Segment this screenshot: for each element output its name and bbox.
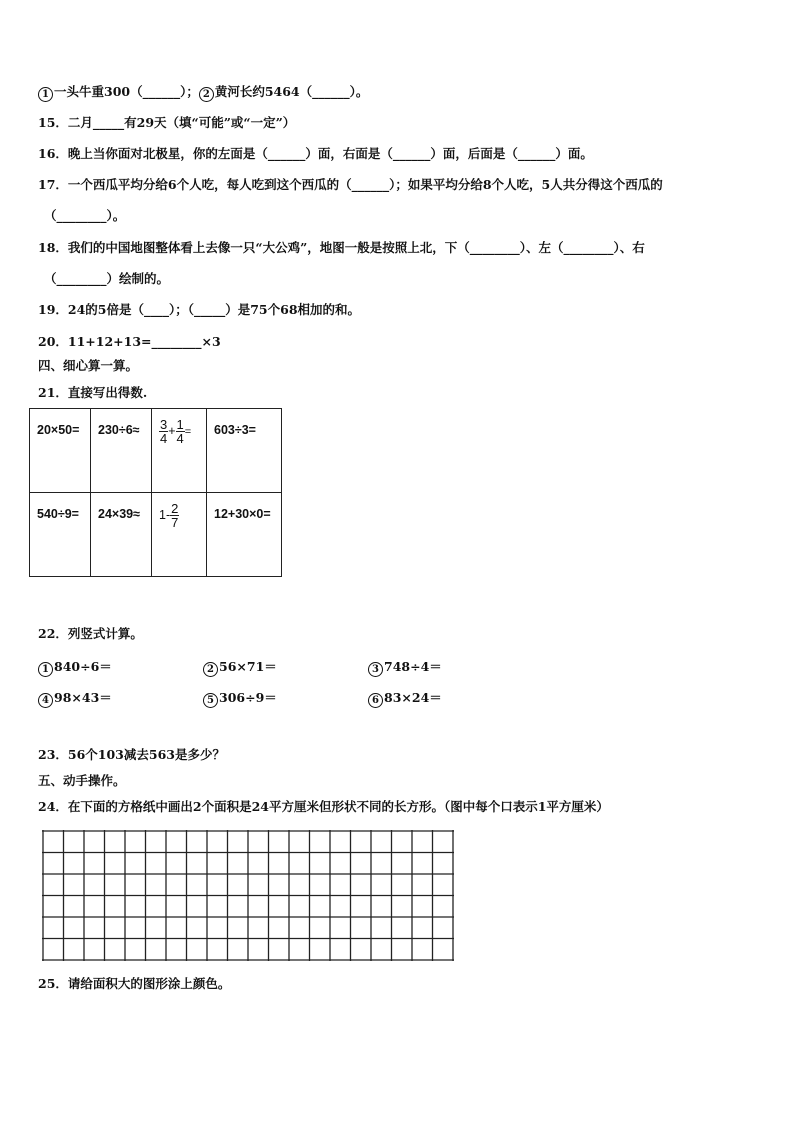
question-16: 16．晚上当你面对北极星，你的左面是（______）面，右面是（______）面，后面是（______）面。 (38, 146, 593, 161)
table-cell-fraction: $\frac{3}{4}$ + $\frac{1}{4}$ = (152, 409, 207, 493)
question-17-cont: （________）。 (44, 208, 126, 223)
question-21: 21．直接写出得数. (38, 385, 148, 400)
fraction: $\frac{2}{7}$ (171, 501, 179, 530)
circled-number: 1 (38, 662, 53, 677)
table-cell: 603÷3= (207, 409, 282, 493)
circled-number: 2 (203, 662, 218, 677)
fraction: $\frac{1}{4}$ (176, 417, 184, 446)
table-cell: 230÷6≈ (91, 409, 152, 493)
vertical-calc-item: 6 83×24＝ (368, 688, 442, 708)
fraction: $\frac{3}{4}$ (160, 417, 168, 446)
question-25: 25．请给面积大的图形涂上颜色。 (38, 976, 231, 991)
question-14: 1 一头牛重300（______）； 2 黄河长约5464（______）。 (38, 84, 368, 102)
vertical-calc-item: 1 840÷6＝ (38, 657, 112, 677)
question-15: 15．二月_____有29天（填“可能”或“一定”） (38, 115, 296, 130)
question-22: 22．列竖式计算。 (38, 626, 143, 641)
table-cell-fraction: 1- $\frac{2}{7}$ (152, 493, 207, 577)
question-23: 23．56个103减去563是多少？ (38, 747, 225, 762)
question-24: 24．在下面的方格纸中画出2个面积是24平方厘米但形状不同的长方形。（图中每个口表示1平方厘米） (38, 799, 609, 814)
question-17: 17．一个西瓜平均分给6个人吃，每人吃到这个西瓜的（______）；如果平均分给8个人吃，5人共分得这个西瓜的 (38, 177, 663, 192)
question-20: 20．11+12+13=________×3 (38, 334, 221, 349)
section-5-heading: 五、动手操作。 (38, 773, 126, 788)
circled-number: 4 (38, 693, 53, 708)
question-19: 19．24的5倍是（____）；（_____）是75个68相加的和。 (38, 302, 361, 317)
table-cell: 24×39≈ (91, 493, 152, 577)
question-18-cont: （________）绘制的。 (44, 271, 170, 286)
circled-number: 6 (368, 693, 383, 708)
table-cell: 12+30×0= (207, 493, 282, 577)
table-cell: 20×50= (30, 409, 91, 493)
mental-math-table (29, 408, 282, 577)
square-grid-paper[interactable] (42, 830, 454, 961)
circled-number: 1 (38, 87, 53, 102)
section-4-heading: 四、细心算一算。 (38, 358, 139, 373)
vertical-calc-item: 5 306÷9＝ (203, 688, 277, 708)
circled-number: 3 (368, 662, 383, 677)
vertical-calc-item: 4 98×43＝ (38, 688, 112, 708)
circled-number: 2 (199, 87, 214, 102)
vertical-calc-item: 3 748÷4＝ (368, 657, 442, 677)
question-18: 18．我们的中国地图整体看上去像一只“大公鸡”，地图一般是按照上北，下（________）、左（________）、右 (38, 240, 645, 255)
table-cell: 540÷9= (30, 493, 91, 577)
circled-number: 5 (203, 693, 218, 708)
vertical-calc-item: 2 56×71＝ (203, 657, 277, 677)
